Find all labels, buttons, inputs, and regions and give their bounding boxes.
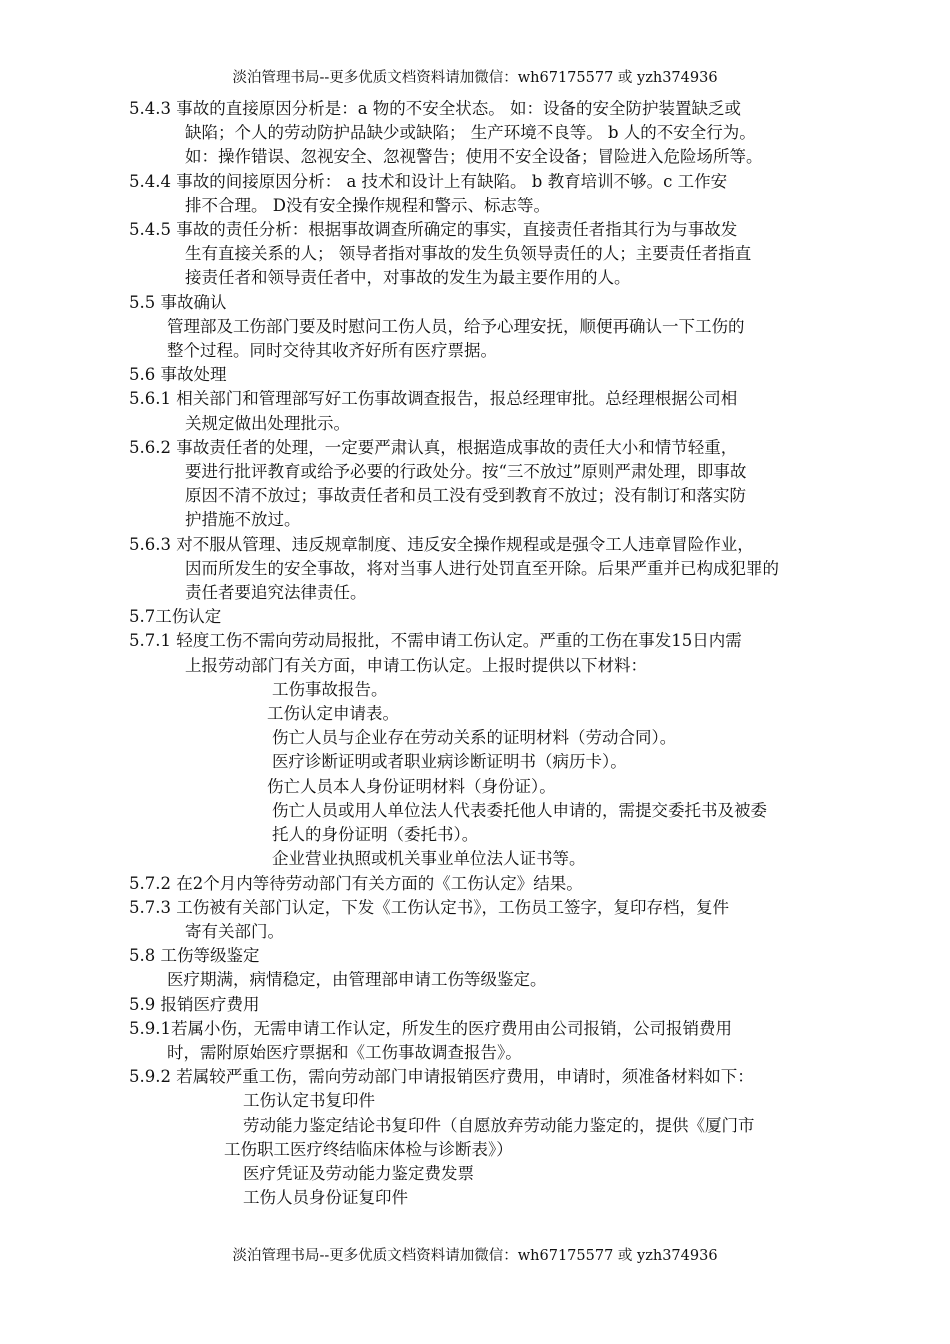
text-line: 接责任者和领导责任者中，对事故的发生为最主要作用的人。	[185, 268, 631, 288]
text-line: 整个过程。同时交待其收齐好所有医疗票据。	[167, 341, 497, 361]
list-item: 伤亡人员本人身份证明材料（身份证）。	[267, 776, 556, 796]
list-item: 托人的身份证明（委托书）。	[272, 825, 479, 845]
list-item: 工伤认定申请表。	[267, 704, 399, 724]
text-line: 缺陷；个人的劳动防护品缺少或缺陷； 生产环境不良等。 b 人的不安全行为。	[185, 123, 756, 143]
page-header: 淡泊管理书局--更多优质文档资料请加微信：wh67175577 或 yzh374936	[232, 70, 718, 86]
text-line: 医疗期满，病情稳定，由管理部申请工伤等级鉴定。	[167, 970, 547, 990]
text-line: 5.7.2 在2个月内等待劳动部门有关方面的《工伤认定》结果。	[129, 873, 583, 893]
text-line: 责任者要追究法律责任。	[185, 583, 367, 603]
section-5-6	[0, 363, 950, 605]
section-5-8	[0, 944, 950, 992]
list-item: 医疗诊断证明或者职业病诊断证明书（病历卡）。	[272, 752, 627, 772]
text-line: 5.6.3 对不服从管理、违反规章制度、违反安全操作规程或是强令工人违章冒险作业，	[129, 534, 754, 554]
text-line: 生有直接关系的人； 领导者指对事故的发生负领导责任的人；主要责任者指直	[185, 244, 752, 264]
text-line: 5.6.1 相关部门和管理部写好工伤事故调查报告，报总经理审批。总经理根据公司相	[129, 389, 738, 409]
text-line: 时，需附原始医疗票据和《工伤事故调查报告》。	[167, 1042, 522, 1062]
section-5-7	[0, 605, 950, 944]
text-line: 5.9.2 若属较严重工伤，需向劳动部门申请报销医疗费用，申请时，须准备材料如下：	[129, 1067, 754, 1087]
text-line: 上报劳动部门有关方面，申请工伤认定。上报时提供以下材料：	[185, 655, 647, 675]
text-line: 关规定做出处理批示。	[185, 413, 350, 433]
text-line: 护措施不放过。	[185, 510, 301, 530]
document-body	[0, 97, 950, 1210]
section-5-5	[0, 291, 950, 364]
page-footer: 淡泊管理书局--更多优质文档资料请加微信：wh67175577 或 yzh374936	[232, 1248, 718, 1264]
text-line: 5.7.3 工伤被有关部门认定，下发《工伤认定书》，工伤员工签字，复印存档，复件	[129, 897, 729, 917]
text-line: 5.4.4 事故的间接原因分析： a 技术和设计上有缺陷。 b 教育培训不够。c 工作安	[129, 171, 728, 191]
text-line: 5.6.2 事故责任者的处理，一定要严肃认真，根据造成事故的责任大小和情节轻重，	[129, 437, 738, 457]
section-heading: 5.8 工伤等级鉴定	[129, 946, 260, 966]
text-line: 5.4.3 事故的直接原因分析是：a 物的不安全状态。 如：设备的安全防护装置缺乏或	[129, 99, 742, 118]
list-item: 工伤事故报告。	[272, 679, 388, 699]
list-item: 伤亡人员或用人单位法人代表委托他人申请的，需提交委托书及被委	[272, 800, 767, 820]
section-heading: 5.9 报销医疗费用	[129, 994, 260, 1014]
text-line: 排不合理。 D没有安全操作规程和警示、标志等。	[185, 195, 550, 215]
para-5-4-5	[0, 218, 950, 291]
section-heading: 5.7工伤认定	[129, 607, 222, 627]
text-line: 5.9.1若属小伤，无需申请工作认定，所发生的医疗费用由公司报销，公司报销费用	[129, 1018, 732, 1038]
section-5-9	[0, 993, 950, 1211]
list-item: 工伤职工医疗终结临床体检与诊断表》）	[224, 1139, 513, 1159]
list-item: 伤亡人员与企业存在劳动关系的证明材料（劳动合同）。	[272, 728, 677, 748]
text-line: 寄有关部门。	[185, 921, 284, 941]
text-line: 管理部及工伤部门要及时慰问工伤人员，给予心理安抚，顺便再确认一下工伤的	[167, 316, 745, 336]
section-heading: 5.5 事故确认	[129, 292, 227, 312]
list-item: 医疗凭证及劳动能力鉴定费发票	[243, 1163, 474, 1183]
text-line: 5.7.1 轻度工伤不需向劳动局报批，不需申请工伤认定。严重的工伤在事发15日内需	[129, 631, 742, 651]
para-5-4-3	[0, 97, 950, 170]
list-item: 工伤人员身份证复印件	[243, 1188, 408, 1208]
text-line: 5.4.5 事故的责任分析：根据事故调查所确定的事实，直接责任者指其行为与事故发	[129, 220, 738, 240]
text-line: 原因不清不放过；事故责任者和员工没有受到教育不放过；没有制订和落实防	[185, 486, 746, 506]
text-line: 如：操作错误、忽视安全、忽视警告；使用不安全设备；冒险进入危险场所等。	[185, 147, 763, 167]
para-5-4-4	[0, 170, 950, 218]
list-item: 工伤认定书复印件	[243, 1091, 375, 1111]
list-item: 劳动能力鉴定结论书复印件（自愿放弃劳动能力鉴定的，提供《厦门市	[243, 1115, 755, 1135]
list-item: 企业营业执照或机关事业单位法人证书等。	[272, 849, 586, 869]
text-line: 要进行批评教育或给予必要的行政处分。按“三不放过”原则严肃处理，即事故	[185, 462, 747, 482]
text-line: 因而所发生的安全事故，将对当事人进行处罚直至开除。后果严重并已构成犯罪的	[185, 558, 779, 578]
section-heading: 5.6 事故处理	[129, 365, 227, 385]
